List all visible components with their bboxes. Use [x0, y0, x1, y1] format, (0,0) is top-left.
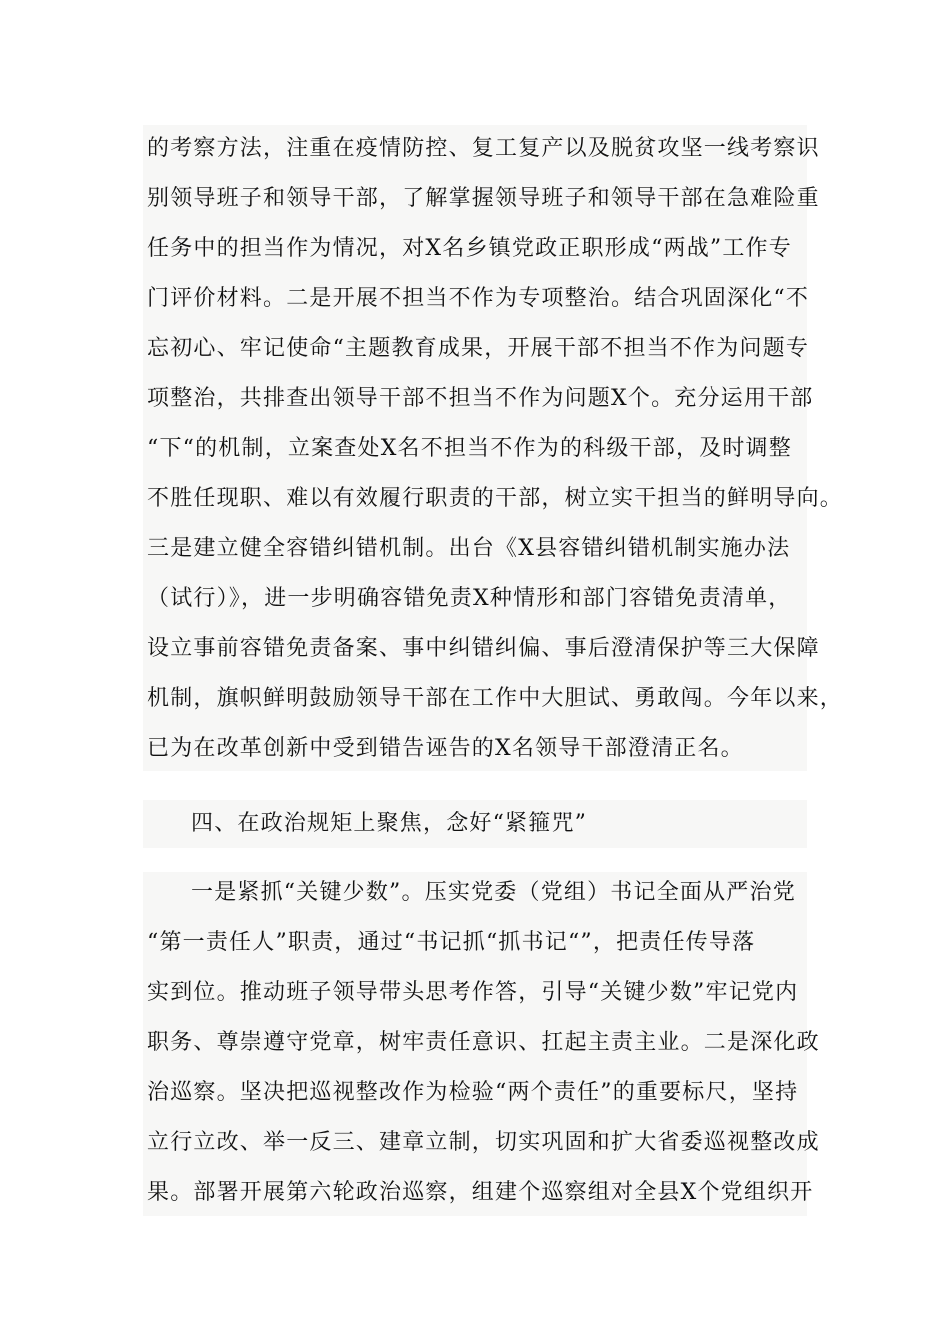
paragraph-1-line-10: （试行）》，进一步明确容错免责X种情形和部门容错免责清单， — [147, 586, 792, 611]
section-heading: 四、在政治规矩上聚焦，念好“紧箍咒” — [191, 811, 588, 836]
paragraph-1-line-9: 三是建立健全容错纠错机制。出台《X县容错纠错机制实施办法 — [147, 536, 791, 561]
paragraph-1-line-13: 已为在改革创新中受到错告诬告的X名领导干部澄清正名。 — [147, 736, 744, 761]
paragraph-1-line-1: 的考察方法，注重在疫情防控、复工复产以及脱贫攻坚一线考察识 — [147, 136, 820, 161]
paragraph-1-line-5: 忘初心、牢记使命“主题教育成果，开展干部不担当不作为问题专 — [147, 336, 810, 361]
paragraph-1-line-6: 项整治，共排查出领导干部不担当不作为问题X个。充分运用干部 — [147, 386, 814, 411]
paragraph-2-line-4: 职务、尊崇遵守党章，树牢责任意识、扛起主责主业。二是深化政 — [147, 1030, 820, 1055]
paragraph-2-line-2: “第一责任人”职责，通过“书记抓“抓书记“”，把责任传导落 — [147, 930, 756, 955]
paragraph-1-line-11: 设立事前容错免责备案、事中纠错纠偏、事后澄清保护等三大保障 — [147, 636, 820, 661]
paragraph-2-line-5: 治巡察。坚决把巡视整改作为检验“两个责任”的重要标尺，坚持 — [147, 1080, 799, 1105]
paragraph-2-line-1: 一是紧抓“关键少数”。压实党委（党组）书记全面从严治党 — [191, 880, 796, 905]
paragraph-1-line-2: 别领导班子和领导干部，了解掌握领导班子和领导干部在急难险重 — [147, 186, 820, 211]
paragraph-1-line-12: 机制，旗帜鲜明鼓励领导干部在工作中大胆试、勇敢闯。今年以来， — [147, 686, 844, 711]
paragraph-1-line-8: 不胜任现职、难以有效履行职责的干部，树立实干担当的鲜明导向。 — [147, 486, 844, 511]
paragraph-1-line-7: “下“的机制，立案查处X名不担当不作为的科级干部，及时调整 — [147, 436, 792, 461]
paragraph-2 — [143, 872, 820, 1216]
section-heading-block — [143, 800, 807, 848]
paragraph-1-line-4: 门评价材料。二是开展不担当不作为专项整治。结合巩固深化“不 — [147, 286, 810, 311]
paragraph-1 — [143, 125, 844, 771]
paragraph-2-line-6: 立行立改、举一反三、建章立制，切实巩固和扩大省委巡视整改成 — [147, 1130, 820, 1155]
paragraph-2-line-3: 实到位。推动班子领导带头思考作答，引导“关键少数”牢记党内 — [147, 980, 799, 1005]
paragraph-2-line-7: 果。部署开展第六轮政治巡察，组建个巡察组对全县X个党组织开 — [147, 1180, 814, 1205]
paragraph-1-line-3: 任务中的担当作为情况，对X名乡镇党政正职形成“两战”工作专 — [147, 236, 792, 261]
